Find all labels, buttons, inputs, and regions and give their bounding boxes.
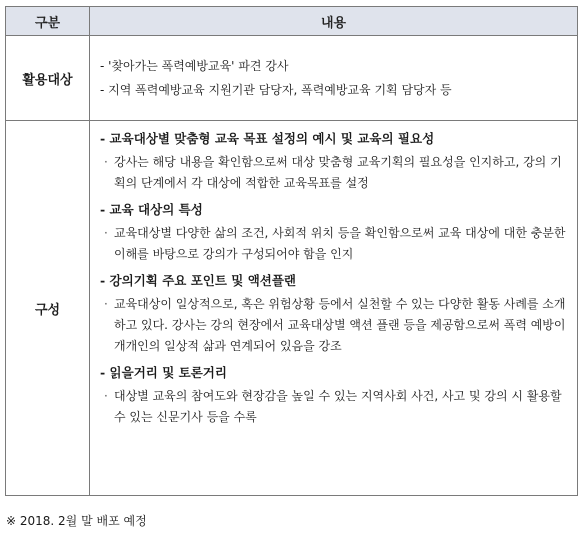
bullet-dot: · xyxy=(104,155,108,169)
section-body: · 강사는 해당 내용을 확인함으로써 대상 맞춤형 교육기획의 필요성을 인지하고, 강의 기획의 단계에서 각 대상에 적합한 교육목표를 설정 xyxy=(100,152,567,194)
target-list xyxy=(90,36,578,121)
header-content: 내용 xyxy=(90,7,578,36)
section-title: - 교육 대상의 특성 xyxy=(100,202,203,217)
table-row-target xyxy=(6,36,578,121)
header-category: 구분 xyxy=(6,7,90,36)
section-body: · 교육대상별 다양한 삶의 조건, 사회적 위치 등을 확인함으로써 교육 대상에 대한 충분한 이해를 바탕으로 강의가 구성되어야 함을 인지 xyxy=(100,223,567,265)
section-body: · 대상별 교육의 참여도와 현장감을 높일 수 있는 지역사회 사건, 사고 및 강의 시 활용할 수 있는 신문기사 등을 수록 xyxy=(100,386,567,428)
bullet-dot: · xyxy=(104,226,108,240)
section-title: - 강의기획 주요 포인트 및 액션플랜 xyxy=(100,273,296,288)
section-title: - 교육대상별 맞춤형 교육 목표 설정의 예시 및 교육의 필요성 xyxy=(100,131,435,146)
composition-content xyxy=(90,121,578,496)
bullet-dot: · xyxy=(104,389,108,403)
bullet-dot: · xyxy=(104,297,108,311)
table-row-composition xyxy=(6,121,578,496)
section-body: · 교육대상이 일상적으로, 혹은 위험상황 등에서 실천할 수 있는 다양한 활동 사례를 소개하고 있다. 강사는 강의 현장에서 교육대상별 액션 플랜 등을 제공함으로써 폭력 예방이 개개인의 일상적 삶과 연계되어 있음을 강조 xyxy=(100,294,567,357)
target-item: - 지역 폭력예방교육 지원기관 담당자, 폭력예방교육 기획 담당자 등 xyxy=(100,83,452,97)
row-label-target: 활용대상 xyxy=(6,36,90,121)
content-table xyxy=(5,6,578,496)
section-title: - 읽을거리 및 토론거리 xyxy=(100,365,227,380)
table-header-row xyxy=(6,7,578,36)
target-item: - '찾아가는 폭력예방교육' 파견 강사 xyxy=(100,59,289,73)
distribution-note: ※ 2018. 2월 말 배포 예정 xyxy=(6,514,147,528)
row-label-composition: 구성 xyxy=(6,121,90,496)
